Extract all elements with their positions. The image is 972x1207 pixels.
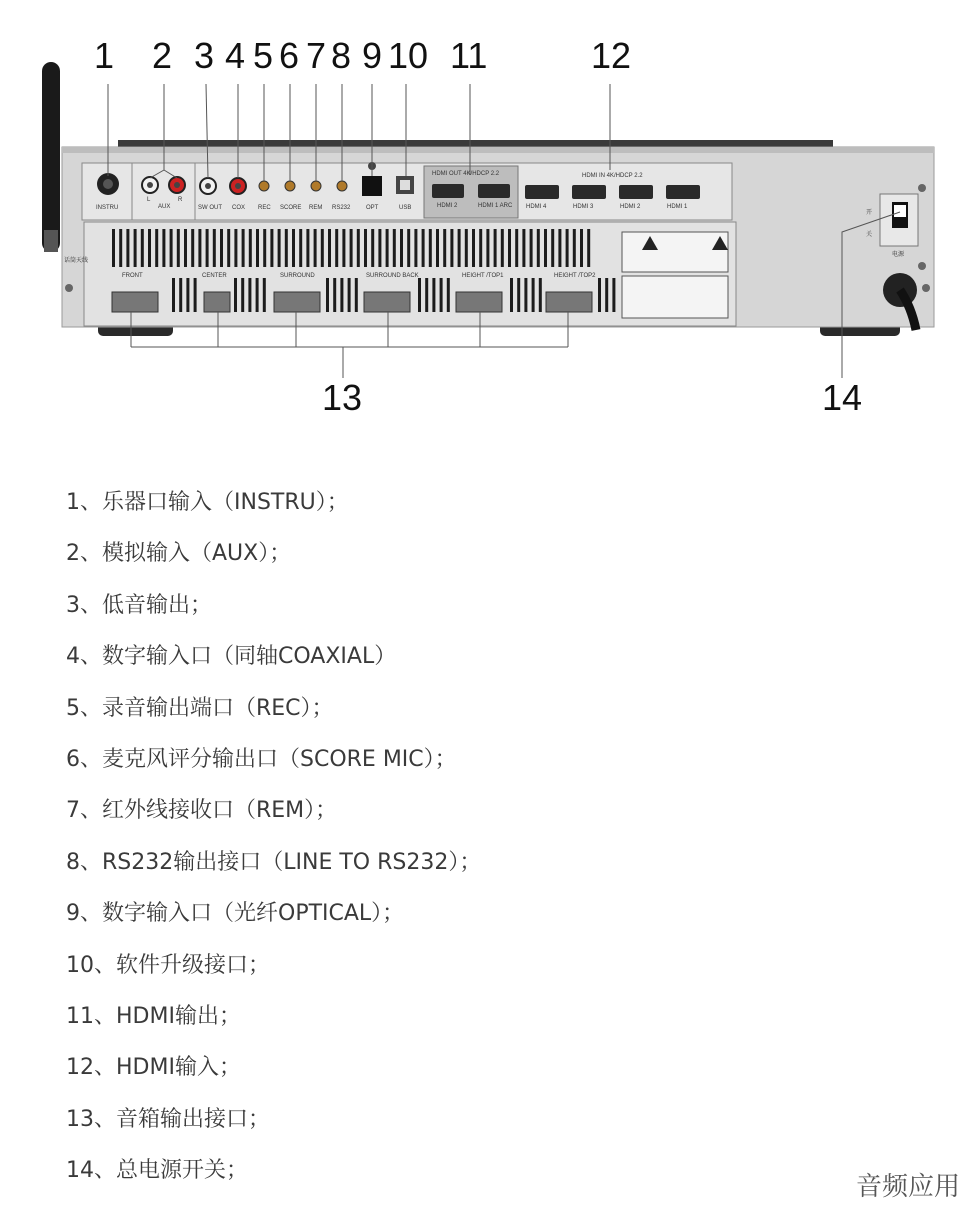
callout-5: 5 <box>253 35 274 76</box>
callout-10: 10 <box>388 35 429 76</box>
list-item: 11、HDMI输出； <box>66 1003 241 1029</box>
label-rem: REM <box>309 205 323 211</box>
label-hdmi-out-title: HDMI OUT 4K/HDCP 2.2 <box>432 171 500 177</box>
label-aux-l: L <box>147 197 151 203</box>
label-swout: SW OUT <box>198 205 222 211</box>
label-cox: COX <box>232 205 246 211</box>
callout-9: 9 <box>362 35 383 76</box>
list-item: 7、红外线接收口（REM）； <box>66 798 338 824</box>
callout-8: 8 <box>331 35 352 76</box>
list-item: 5、录音输出端口（REC）； <box>66 695 334 721</box>
list-item: 3、低音输出； <box>66 592 212 618</box>
label-height-top2: HEIGHT /TOP2 <box>554 273 596 279</box>
list-item: 12、HDMI输入； <box>66 1055 241 1081</box>
label-switch-off: 关 <box>866 232 873 238</box>
list-item: 9、数字输入口（光纤OPTICAL）； <box>66 901 405 927</box>
watermark: 音频应用 <box>855 1172 960 1202</box>
label-aux: AUX <box>158 204 171 210</box>
label-height-top1: HEIGHT /TOP1 <box>462 273 504 279</box>
list-item: 10、软件升级接口； <box>66 952 270 978</box>
list-item: 8、RS232输出接口（LINE TO RS232）； <box>66 849 482 875</box>
callout-14: 14 <box>822 377 863 418</box>
list-item: 2、模拟输入（AUX）； <box>66 541 292 567</box>
label-rec: REC <box>258 205 271 211</box>
list-item: 6、麦克风评分输出口（SCORE MIC）； <box>66 746 457 772</box>
label-hdmi-out-2: HDMI 2 <box>437 203 458 209</box>
list-item: 1、乐器口输入（INSTRU）； <box>66 490 349 515</box>
list-item: 13、音箱输出接口； <box>66 1106 270 1132</box>
callout-4: 4 <box>225 35 246 76</box>
port-description-list <box>66 486 481 1205</box>
label-surround-back: SURROUND BACK <box>366 273 419 279</box>
callout-7: 7 <box>306 35 327 76</box>
label-hdmi-in-title: HDMI IN 4K/HDCP 2.2 <box>582 173 643 179</box>
callout-3: 3 <box>194 35 215 76</box>
callout-6: 6 <box>279 35 300 76</box>
callout-11: 11 <box>450 35 488 76</box>
label-hdmi-out-1: HDMI 1 ARC <box>478 203 513 209</box>
label-hdmi-in-4: HDMI 4 <box>526 204 547 210</box>
label-usb: USB <box>399 205 412 211</box>
label-aux-r: R <box>178 197 183 203</box>
label-front: FRONT <box>122 273 143 279</box>
label-instru: INSTRU <box>96 205 119 211</box>
list-item: 4、数字输入口（同轴COAXIAL） <box>66 644 397 670</box>
label-center: CENTER <box>202 273 227 279</box>
device-diagram <box>0 0 972 440</box>
label-opt: OPT <box>366 205 379 211</box>
label-score: SCORE <box>280 205 302 211</box>
label-hdmi-in-1: HDMI 1 <box>667 204 688 210</box>
label-antenna: 话筒天线 <box>64 258 89 264</box>
label-switch-on: 开 <box>866 210 873 216</box>
label-hdmi-in-2: HDMI 2 <box>620 204 641 210</box>
callout-13: 13 <box>322 377 363 418</box>
antenna-icon <box>42 62 60 252</box>
list-item: 14、总电源开关； <box>66 1158 248 1184</box>
callout-1: 1 <box>94 35 115 76</box>
label-power: 电源 <box>892 252 905 258</box>
label-surround: SURROUND <box>280 273 315 279</box>
callout-2: 2 <box>152 35 173 76</box>
callout-12: 12 <box>591 35 632 76</box>
label-rs232: RS232 <box>332 205 351 211</box>
label-hdmi-in-3: HDMI 3 <box>573 204 594 210</box>
